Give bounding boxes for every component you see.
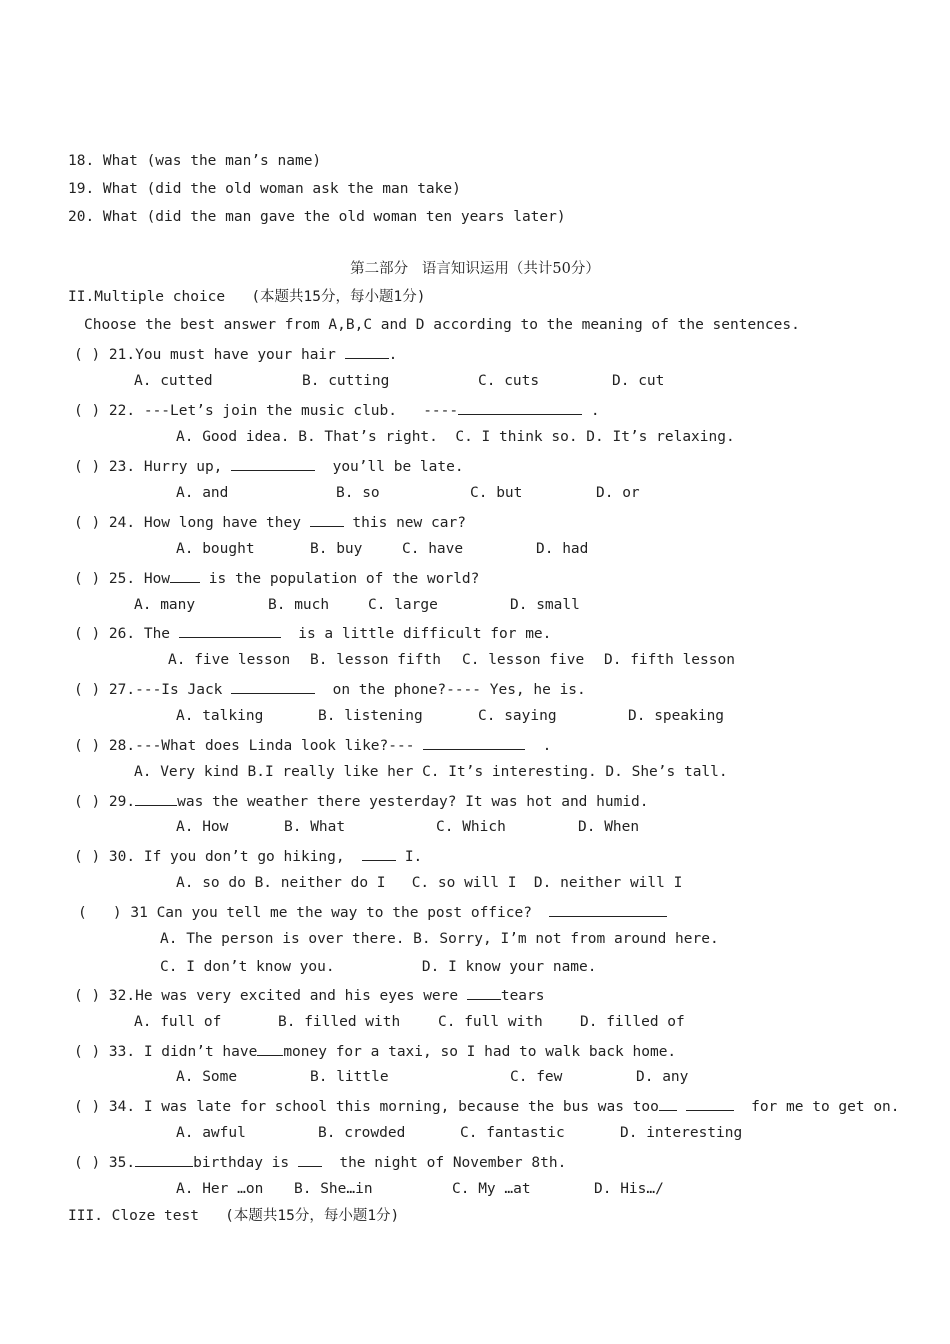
q22-options: A. Good idea. B. That’s right. C. I think so. D. It’s relaxing. (176, 429, 735, 445)
q28-options: A. Very kind B.I really like her C. It’s interesting. D. She’s tall. (134, 764, 728, 780)
q29-option-d: D. When (578, 819, 640, 835)
q23-option-c: C. but (470, 485, 523, 501)
question-18: 18. What (was the man’s name) (68, 153, 322, 169)
section-ii-title: II.Multiple choice (本题共15分，每小题1分) (68, 289, 426, 305)
q25-option-c: C. large (368, 597, 438, 613)
q35-option-d: D. His…/ (594, 1181, 664, 1197)
q24-option-d: D. had (536, 541, 589, 557)
q21-option-c: C. cuts (478, 373, 540, 389)
question-26: ( ) 26. The is a little difficult for me. (74, 623, 551, 643)
q30-options: A. so do B. neither do I C. so will I D. neither will I (176, 875, 683, 891)
question-29: ( ) 29. was the weather there yesterday? It was hot and humid. (74, 791, 649, 811)
q26-option-d: D. fifth lesson (604, 652, 735, 668)
q21-option-d: D. cut (612, 373, 665, 389)
answer-blank (298, 1152, 322, 1167)
q35-option-b: B. She…in (294, 1181, 373, 1197)
q24-option-c: C. have (402, 541, 464, 557)
question-23: ( ) 23. Hurry up, you’ll be late. (74, 456, 464, 476)
question-28: ( ) 28.---What does Linda look like?--- . (74, 735, 551, 755)
q21-option-a: A. cutted (134, 373, 213, 389)
q31-options-ab: A. The person is over there. B. Sorry, I’m not from around here. (160, 931, 719, 947)
q27-option-b: B. listening (318, 708, 423, 724)
q35-option-c: C. My …at (452, 1181, 531, 1197)
question-35: ( ) 35. birthday is the night of November 8th. (74, 1152, 566, 1172)
q26-option-c: C. lesson five (462, 652, 585, 668)
part-two-heading: 第二部分 语言知识运用（共计50分） (350, 261, 600, 277)
q27-option-d: D. speaking (628, 708, 725, 724)
q35-option-a: A. Her …on (176, 1181, 264, 1197)
section-iii-title: III. Cloze test (本题共15分，每小题1分) (68, 1208, 400, 1224)
answer-blank (659, 1096, 677, 1111)
q29-option-c: C. Which (436, 819, 506, 835)
q34-option-a: A. awful (176, 1125, 246, 1141)
question-19: 19. What (did the old woman ask the man take) (68, 181, 461, 197)
q32-option-d: D. filled of (580, 1014, 685, 1030)
q29-option-b: B. What (284, 819, 346, 835)
question-24: ( ) 24. How long have they this new car? (74, 512, 466, 532)
question-34: ( ) 34. I was late for school this morning, because the bus was too for me to get on. (74, 1096, 900, 1116)
question-31: ( ) 31 Can you tell me the way to the post office? (78, 902, 667, 922)
q32-option-a: A. full of (134, 1014, 222, 1030)
answer-blank (686, 1096, 734, 1111)
q26-option-a: A. five lesson (168, 652, 291, 668)
q23-option-b: B. so (336, 485, 380, 501)
question-22: ( ) 22. ---Let’s join the music club. ---- . (74, 400, 600, 420)
q34-option-c: C. fantastic (460, 1125, 565, 1141)
answer-blank (135, 1152, 193, 1167)
q32-option-c: C. full with (438, 1014, 543, 1030)
answer-blank (362, 846, 396, 861)
question-20: 20. What (did the man gave the old woman ten years later) (68, 209, 566, 225)
q27-option-a: A. talking (176, 708, 264, 724)
answer-blank (458, 400, 582, 415)
q24-option-a: A. bought (176, 541, 255, 557)
answer-blank (257, 1041, 283, 1056)
q25-option-b: B. much (268, 597, 330, 613)
q21-option-b: B. cutting (302, 373, 390, 389)
question-32: ( ) 32.He was very excited and his eyes were tears (74, 985, 545, 1005)
q34-option-b: B. crowded (318, 1125, 406, 1141)
section-ii-instruction: Choose the best answer from A,B,C and D according to the meaning of the sentences. (84, 317, 800, 333)
answer-blank (135, 791, 177, 806)
answer-blank (549, 902, 667, 917)
question-30: ( ) 30. If you don’t go hiking, I. (74, 846, 422, 866)
question-25: ( ) 25. How is the population of the world? (74, 568, 479, 588)
q33-option-a: A. Some (176, 1069, 238, 1085)
answer-blank (467, 985, 501, 1000)
q33-option-c: C. few (510, 1069, 563, 1085)
q25-option-a: A. many (134, 597, 196, 613)
q33-option-d: D. any (636, 1069, 689, 1085)
answer-blank (170, 568, 200, 583)
q34-option-d: D. interesting (620, 1125, 743, 1141)
q25-option-d: D. small (510, 597, 580, 613)
answer-blank (179, 623, 281, 638)
q27-option-c: C. saying (478, 708, 557, 724)
q31-options-cd: C. I don’t know you. D. I know your name. (160, 959, 597, 975)
answer-blank (345, 344, 389, 359)
answer-blank (310, 512, 344, 527)
answer-blank (231, 456, 315, 471)
q24-option-b: B. buy (310, 541, 363, 557)
q26-option-b: B. lesson fifth (310, 652, 441, 668)
q33-option-b: B. little (310, 1069, 389, 1085)
answer-blank (231, 679, 315, 694)
question-33: ( ) 33. I didn’t have money for a taxi, so I had to walk back home. (74, 1041, 676, 1061)
q29-option-a: A. How (176, 819, 229, 835)
q23-option-d: D. or (596, 485, 640, 501)
question-21: ( ) 21.You must have your hair . (74, 344, 397, 364)
answer-blank (423, 735, 525, 750)
q23-option-a: A. and (176, 485, 229, 501)
question-27: ( ) 27.---Is Jack on the phone?---- Yes, he is. (74, 679, 586, 699)
q32-option-b: B. filled with (278, 1014, 401, 1030)
